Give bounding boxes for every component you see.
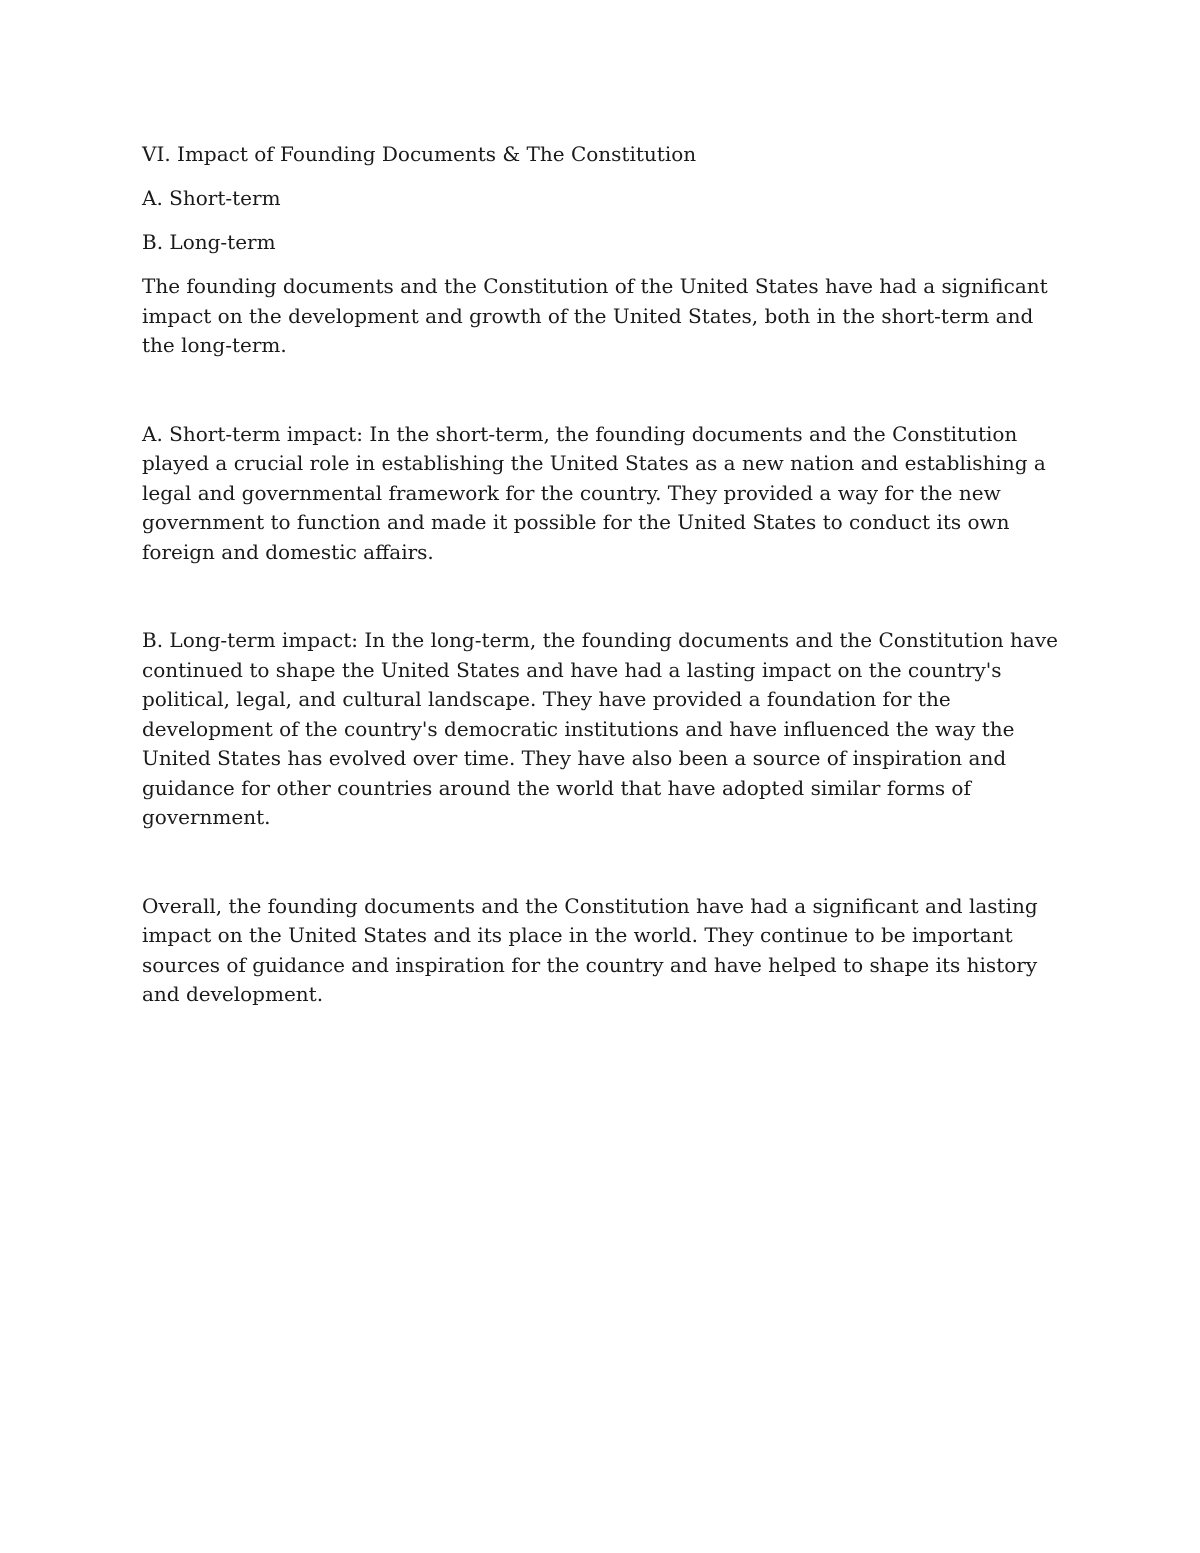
intro-paragraph: The founding documents and the Constitution of the United States have had a significant impact on the development and growth of the United States, both in the short-term and the long-term.: [142, 274, 1048, 357]
outline-item-short-term: A. Short-term: [142, 186, 281, 210]
section-heading: VI. Impact of Founding Documents & The Constitution: [142, 142, 697, 166]
short-term-paragraph: A. Short-term impact: In the short-term, the founding documents and the Constitution played a crucial role in establishing the United States as a new nation and establishing a legal and governmental framework for the country. They provided a way for the new government to function and made it possible for the United States to conduct its own foreign and domestic affairs.: [142, 421, 1046, 564]
conclusion-paragraph: Overall, the founding documents and the Constitution have had a significant and lasting impact on the United States and its place in the world. They continue to be important sources of guidance and inspiration for the country and have helped to shape its history and development.: [142, 893, 1038, 1006]
long-term-paragraph: B. Long-term impact: In the long-term, the founding documents and the Constitution have continued to shape the United States and have had a lasting impact on the country's political, legal, and cultural landscape. They have provided a foundation for the development of the country's democratic institutions and have influenced the way the United States has evolved over time. They have also been a source of inspiration and guidance for other countries around the world that have adopted similar forms of government.: [142, 628, 1058, 829]
document-body: [142, 140, 1060, 1010]
outline-item-long-term: B. Long-term: [142, 230, 276, 254]
